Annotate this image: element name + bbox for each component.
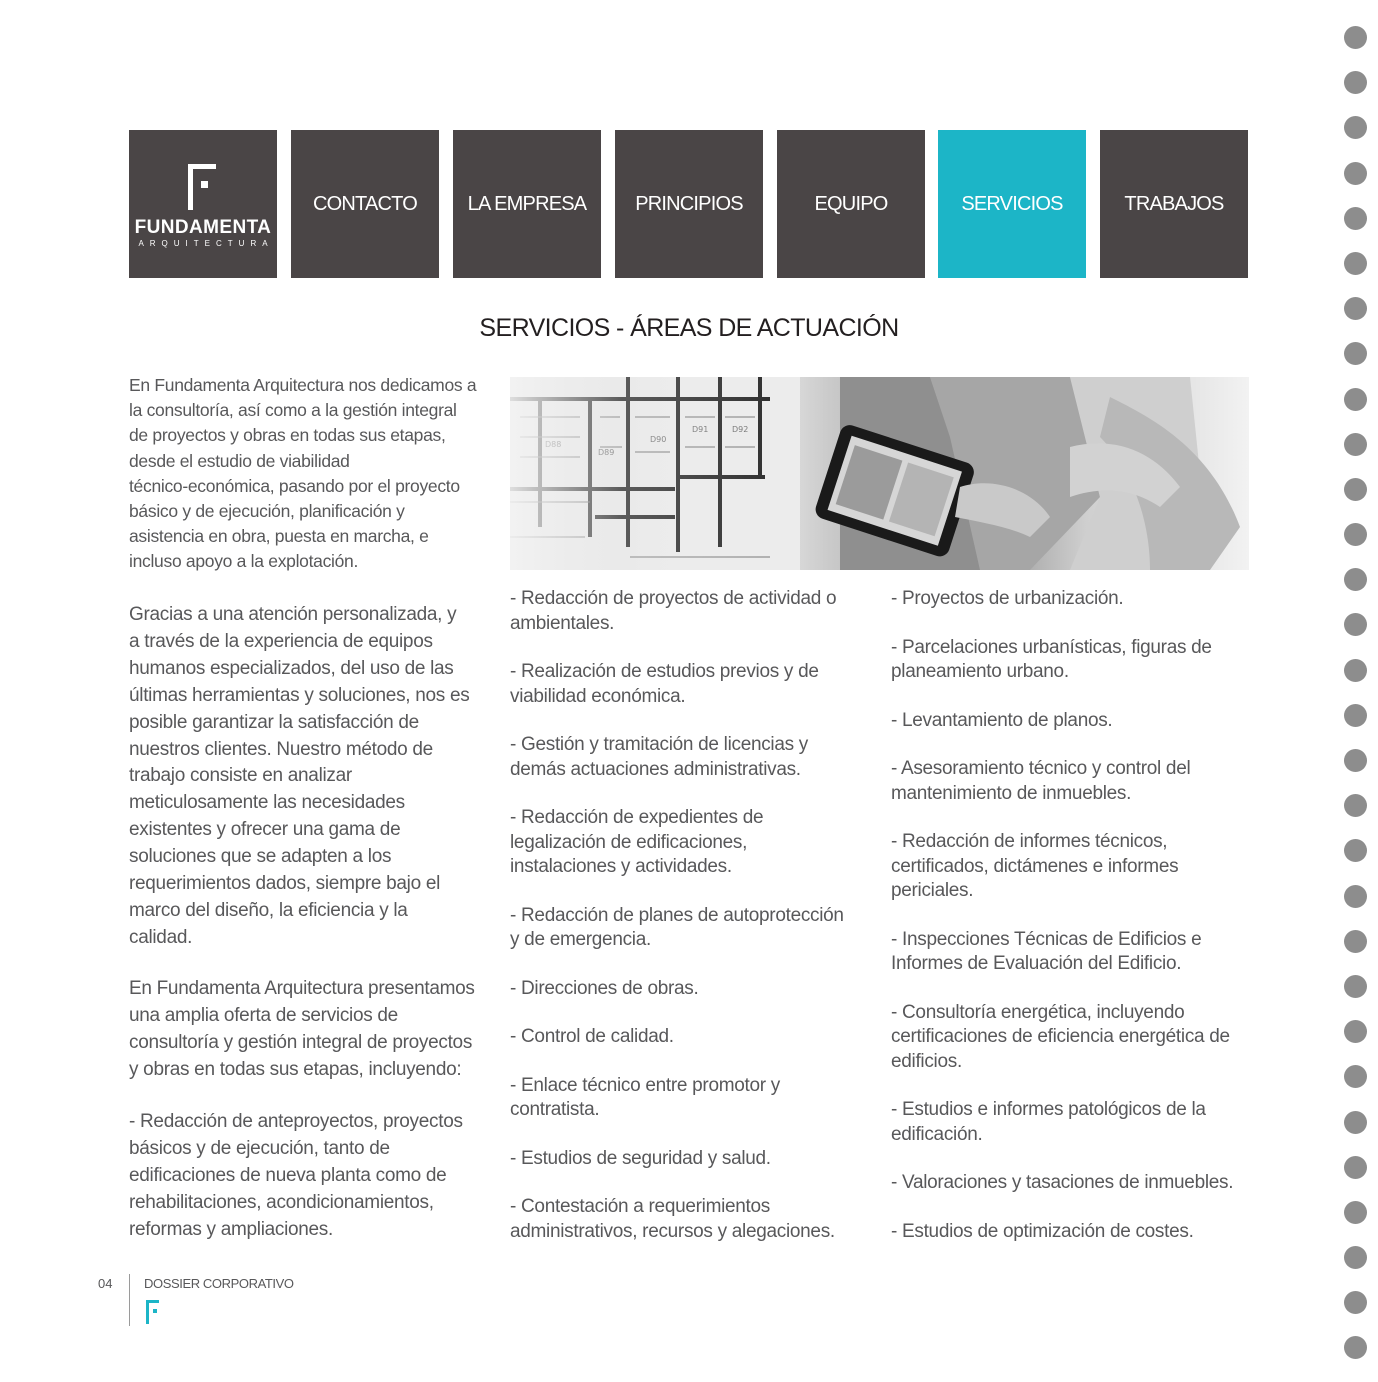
page-title: SERVICIOS - ÁREAS DE ACTUACIÓN (479, 314, 899, 342)
binding-hole (1344, 704, 1367, 727)
binding-hole (1344, 568, 1367, 591)
service-item: - Valoraciones y tasaciones de inmuebles. (891, 1172, 1234, 1193)
intro-paragraph-4 (129, 1109, 489, 1244)
binding-hole (1344, 26, 1367, 49)
service-item: - Contestación a requerimientos administrativos, recursos y alegaciones. (510, 1196, 835, 1242)
brand-name: FUNDAMENTA (134, 217, 272, 238)
binding-hole (1344, 930, 1367, 953)
service-item: - Consultoría energética, incluyendo certificaciones de eficiencia energética de edificios. (891, 1001, 1230, 1072)
binding-hole (1344, 252, 1367, 275)
intro-paragraph-2 (129, 602, 489, 952)
nav-item-servicios[interactable]: SERVICIOS (938, 130, 1086, 278)
binding-hole (1344, 116, 1367, 139)
binding-hole (1344, 71, 1367, 94)
footer-divider (129, 1274, 130, 1326)
service-item: - Control de calidad. (510, 1026, 674, 1047)
binding-hole (1344, 342, 1367, 365)
service-item: - Enlace técnico entre promotor y contratista. (510, 1074, 780, 1120)
service-item: - Redacción de proyectos de actividad o ambientales. (510, 588, 837, 634)
binding-hole (1344, 1065, 1367, 1088)
binding-hole (1344, 1291, 1367, 1314)
footer-label: DOSSIER CORPORATIVO (144, 1276, 294, 1291)
binding-hole (1344, 1020, 1367, 1043)
binding-hole (1344, 885, 1367, 908)
binding-hole (1344, 1111, 1367, 1134)
nav-item-principios[interactable]: PRINCIPIOS (615, 130, 763, 278)
service-item: - Levantamiento de planos. (891, 709, 1113, 731)
service-item: - Estudios de seguridad y salud. (510, 1147, 771, 1169)
binding-hole (1344, 523, 1367, 546)
binding-hole (1344, 839, 1367, 862)
nav-item-trabajos[interactable]: TRABAJOS (1100, 130, 1248, 278)
service-item: - Proyectos de urbanización. (891, 588, 1124, 609)
binding-hole (1344, 749, 1367, 772)
binding-hole (1344, 388, 1367, 411)
intro-text-1: En Fundamenta Arquitectura nos dedicamos a la consultoría, así como a la gestión integral de proyectos y obras en todas sus etapas, desde el estudio de viabilidad técnico-económica, pasando por el proyecto básico y de ejecución, planificación y asistencia en obra, puesta en marcha, e incluso apoyo a la explotación. (129, 375, 477, 572)
service-item: - Redacción de informes técnicos, certificados, dictámenes e informes periciales. (891, 831, 1179, 901)
binding-holes (1344, 26, 1367, 1382)
binding-hole (1344, 162, 1367, 185)
binding-hole (1344, 433, 1367, 456)
binding-hole (1344, 207, 1367, 230)
page-number: 04 (98, 1276, 113, 1291)
hero-photo (510, 377, 1249, 570)
binding-hole (1344, 613, 1367, 636)
service-item: - Asesoramiento técnico y control del mantenimiento de inmuebles. (891, 758, 1191, 804)
binding-hole (1344, 975, 1367, 998)
intro-text-3: En Fundamenta Arquitectura presentamos una amplia oferta de servicios de consultoría y gestión integral de proyectos y obras en todas sus etapas, incluyendo: (129, 978, 475, 1080)
service-item: - Direcciones de obras. (510, 977, 699, 999)
service-item: - Redacción de expedientes de legalización de edificaciones, instalaciones y actividades. (510, 807, 764, 877)
intro-text-2: Gracias a una atención personalizada, y a través de la experiencia de equipos humanos especializados, del uso de las últimas herramientas y soluciones, nos es posible garantizar la satisfacción de nuestros clientes. Nuestro método de trabajo consiste en analizar meticulosamente las necesidades existentes y ofrecer una gama de soluciones que se adapten a los requerimientos dados, siempre bajo el marco del diseño, la eficiencia y la calidad. (129, 604, 470, 948)
binding-hole (1344, 1201, 1367, 1224)
nav-item-equipo[interactable]: EQUIPO (777, 130, 925, 278)
intro-paragraph-1 (129, 373, 489, 575)
service-item: - Redacción de planes de autoprotección y de emergencia. (510, 904, 844, 950)
binding-hole (1344, 478, 1367, 501)
services-column-1 (510, 587, 870, 1268)
binding-hole (1344, 794, 1367, 817)
brand-tagline: ARQUITECTURA (138, 239, 274, 248)
service-item: - Parcelaciones urbanísticas, figuras de planeamiento urbano. (891, 636, 1212, 682)
logo-mark-icon (188, 164, 218, 210)
service-item: - Realización de estudios previos y de viabilidad económica. (510, 661, 819, 707)
intro-text-4: - Redacción de anteproyectos, proyectos básicos y de ejecución, tanto de edificaciones de nueva planta como de rehabilitaciones, acondicionamientos, reformas y ampliaciones. (129, 1111, 463, 1240)
binding-hole (1344, 1246, 1367, 1269)
service-item: - Gestión y tramitación de licencias y demás actuaciones administrativas. (510, 734, 808, 780)
binding-hole (1344, 1336, 1367, 1359)
service-item: - Estudios e informes patológicos de la edificación. (891, 1099, 1206, 1145)
service-item: - Inspecciones Técnicas de Edificios e Informes de Evaluación del Edificio. (891, 928, 1202, 974)
brand-logo[interactable] (129, 130, 277, 278)
services-column-2 (891, 587, 1261, 1268)
architecture-plans-photo (510, 377, 1249, 570)
footer-logo-icon (146, 1300, 160, 1324)
nav-item-contacto[interactable]: CONTACTO (291, 130, 439, 278)
intro-paragraph-3 (129, 976, 489, 1084)
binding-hole (1344, 659, 1367, 682)
nav-item-la-empresa[interactable]: LA EMPRESA (453, 130, 601, 278)
binding-hole (1344, 1156, 1367, 1179)
service-item: - Estudios de optimización de costes. (891, 1220, 1194, 1242)
